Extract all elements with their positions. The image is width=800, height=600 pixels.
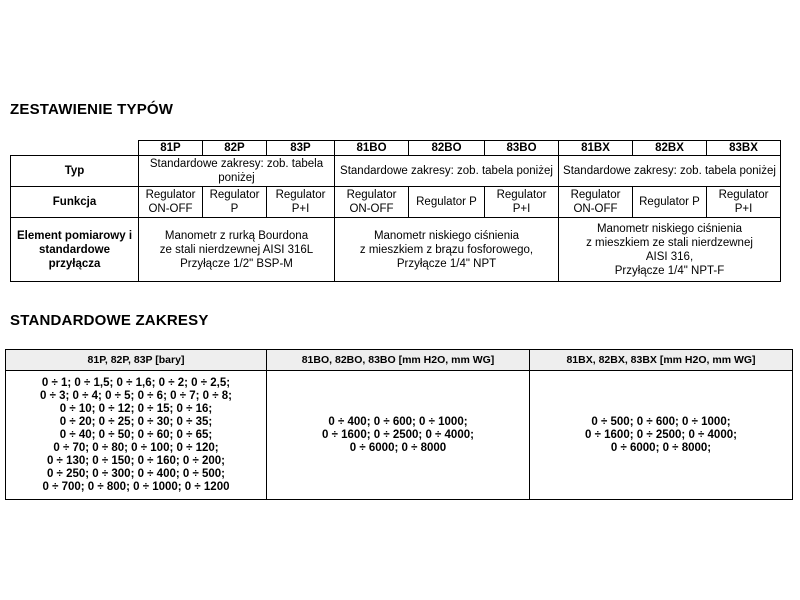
range-line: 0 ÷ 20; 0 ÷ 25; 0 ÷ 30; 0 ÷ 35;: [59, 415, 213, 428]
corner-cell: [11, 141, 139, 156]
type-code: 83BX: [707, 141, 781, 156]
type-code: 81BX: [559, 141, 633, 156]
types-table: [10, 140, 781, 282]
range-line: 0 ÷ 500; 0 ÷ 600; 0 ÷ 1000;: [591, 415, 731, 428]
function-cell: Regulator P+I: [485, 187, 559, 218]
range-line: 0 ÷ 1; 0 ÷ 1,5; 0 ÷ 1,6; 0 ÷ 2; 0 ÷ 2,5;: [41, 376, 231, 389]
type-code: 81P: [139, 141, 203, 156]
element-line: AISI 316,: [645, 250, 694, 263]
function-cell: Regulator P+I: [707, 187, 781, 218]
function-cell: Regulator ON-OFF: [335, 187, 409, 218]
element-line: Manometr niskiego ciśnienia: [596, 222, 743, 235]
ranges-cell-bx: [530, 371, 793, 500]
range-line: 0 ÷ 700; 0 ÷ 800; 0 ÷ 1000; 0 ÷ 1200: [42, 480, 230, 493]
section-heading-types: ZESTAWIENIE TYPÓW: [10, 101, 174, 118]
ranges-cell-p: [6, 371, 267, 500]
element-desc-bo: [335, 218, 559, 282]
element-line: Manometr niskiego ciśnienia: [373, 229, 520, 242]
function-cell: Regulator ON-OFF: [559, 187, 633, 218]
type-code: 83BO: [485, 141, 559, 156]
section-heading-ranges: STANDARDOWE ZAKRESY: [10, 312, 209, 329]
element-desc-bx: [559, 218, 781, 282]
row-label-element: Element pomiarowy i standardowe przyłącza: [11, 218, 139, 282]
range-line: 0 ÷ 6000; 0 ÷ 8000;: [610, 441, 712, 454]
row-label-typ: Typ: [11, 156, 139, 187]
range-line: 0 ÷ 1600; 0 ÷ 2500; 0 ÷ 4000;: [322, 428, 474, 441]
range-line: 0 ÷ 40; 0 ÷ 50; 0 ÷ 60; 0 ÷ 65;: [59, 428, 213, 441]
element-line: Manometr z rurką Bourdona: [164, 229, 309, 242]
range-line: 0 ÷ 70; 0 ÷ 80; 0 ÷ 100; 0 ÷ 120;: [53, 441, 219, 454]
ranges-header-bx: 81BX, 82BX, 83BX [mm H2O, mm WG]: [530, 350, 793, 371]
ranges-note: Standardowe zakresy: zob. tabela poniżej: [559, 156, 781, 187]
range-line: 0 ÷ 6000; 0 ÷ 8000: [349, 441, 447, 454]
element-line: ze stali nierdzewnej AISI 316L: [159, 243, 314, 256]
element-line: Przyłącze 1/2" BSP-M: [180, 257, 293, 270]
range-line: 0 ÷ 3; 0 ÷ 4; 0 ÷ 5; 0 ÷ 6; 0 ÷ 7; 0 ÷ 8;: [40, 389, 232, 402]
type-code: 81BO: [335, 141, 409, 156]
range-line: 0 ÷ 250; 0 ÷ 300; 0 ÷ 400; 0 ÷ 500;: [46, 467, 226, 480]
ranges-table: [5, 349, 793, 500]
range-line: 0 ÷ 400; 0 ÷ 600; 0 ÷ 1000;: [328, 415, 468, 428]
type-code: 82BX: [633, 141, 707, 156]
function-cell: Regulator P+I: [267, 187, 335, 218]
ranges-note: Standardowe zakresy: zob. tabela poniżej: [139, 156, 335, 187]
range-line: 0 ÷ 130; 0 ÷ 150; 0 ÷ 160; 0 ÷ 200;: [46, 454, 226, 467]
element-desc-p: [139, 218, 335, 282]
element-line: z mieszkiem ze stali nierdzewnej: [586, 236, 753, 249]
ranges-cell-bo: [267, 371, 530, 500]
type-code: 83P: [267, 141, 335, 156]
range-line: 0 ÷ 1600; 0 ÷ 2500; 0 ÷ 4000;: [585, 428, 737, 441]
ranges-note: Standardowe zakresy: zob. tabela poniżej: [335, 156, 559, 187]
range-line: 0 ÷ 10; 0 ÷ 12; 0 ÷ 15; 0 ÷ 16;: [59, 402, 213, 415]
element-line: Przyłącze 1/4" NPT: [396, 257, 497, 270]
element-line: z mieszkiem z brązu fosforowego,: [359, 243, 534, 256]
row-label-funkcja: Funkcja: [11, 187, 139, 218]
element-line: Przyłącze 1/4" NPT-F: [614, 264, 725, 277]
function-cell: Regulator P: [203, 187, 267, 218]
type-code: 82BO: [409, 141, 485, 156]
ranges-header-p: 81P, 82P, 83P [bary]: [6, 350, 267, 371]
ranges-header-bo: 81BO, 82BO, 83BO [mm H2O, mm WG]: [267, 350, 530, 371]
function-cell: Regulator P: [409, 187, 485, 218]
function-cell: Regulator ON-OFF: [139, 187, 203, 218]
type-code: 82P: [203, 141, 267, 156]
function-cell: Regulator P: [633, 187, 707, 218]
